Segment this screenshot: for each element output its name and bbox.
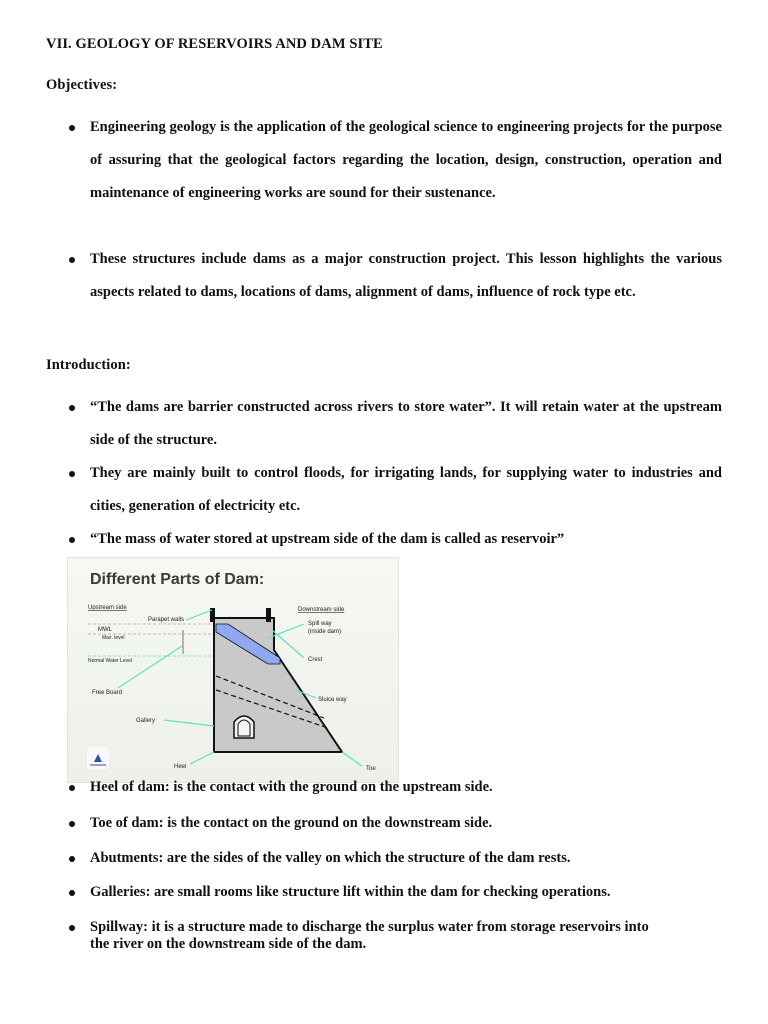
label-mwl: MWL	[98, 627, 112, 633]
dam-diagram	[68, 558, 399, 783]
label-sluice: Sluice way	[318, 697, 347, 703]
parapet-right	[266, 608, 271, 622]
bullet-icon	[69, 471, 75, 477]
bullet-icon	[69, 925, 75, 931]
label-downstream: Downstream side	[298, 607, 345, 613]
bullet-icon	[69, 785, 75, 791]
bullet-icon	[69, 890, 75, 896]
label-max-level: Max. level	[102, 635, 125, 641]
list-item-text: They are mainly built to control floods, for irrigating lands, for supplying water to industries and cities, generation of electricity etc.	[90, 465, 722, 514]
list-item-text: Toe of dam: is the contact on the ground on the downstream side.	[90, 815, 493, 831]
list-item-text: “The dams are barrier constructed across rivers to store water”. It will retain water at the upstream side of the structure.	[90, 399, 722, 448]
leader-freeboard	[118, 646, 182, 688]
label-upstream: Upstream side	[88, 605, 127, 611]
list-item-text: Engineering geology is the application of the geological science to engineering projects for the purpose of assuring that the geological factors regarding the location, design, construction, operation and maintenance of engineering works are sound for their sustenance.	[90, 119, 722, 201]
figure-title: Different Parts of Dam:	[90, 571, 265, 588]
label-gallery: Gallery	[136, 718, 156, 724]
introduction-heading: Introduction:	[46, 357, 131, 373]
list-item-text: Heel of dam: is the contact with the ground on the upstream side.	[90, 779, 493, 795]
label-spillway-2: (inside dam)	[308, 629, 342, 635]
page-title: VII. GEOLOGY OF RESERVOIRS AND DAM SITE	[46, 36, 383, 52]
leader-toe	[342, 752, 362, 766]
list-item-text: Spillway: it is a structure made to discharge the surplus water from storage reservoirs into the river on the downstream side of the dam.	[90, 919, 649, 952]
bullet-icon	[69, 405, 75, 411]
list-item-text: Abutments: are the sides of the valley on which the structure of the dam rests.	[90, 850, 571, 866]
label-parapet: Parapet walls	[148, 617, 185, 623]
label-crest: Crest	[308, 657, 323, 663]
label-spillway-1: Spill way	[308, 621, 332, 627]
dam-parts-figure	[67, 557, 399, 783]
watermark-logo-icon	[86, 746, 110, 770]
label-normal-level: Normal Water Level	[88, 658, 132, 664]
leader-parapet	[186, 610, 212, 620]
label-free-board: Free Board	[92, 690, 123, 696]
gallery-shape	[234, 716, 254, 738]
list-item-text: These structures include dams as a major construction project. This lesson highlights the various aspects related to dams, locations of dams, alignment of dams, influence of rock type etc.	[90, 251, 722, 300]
bullet-icon	[69, 257, 75, 263]
bullet-icon	[69, 537, 75, 543]
leader-heel	[190, 752, 214, 764]
list-item-text: Galleries: are small rooms like structure lift within the dam for checking operations.	[90, 884, 611, 900]
bullet-icon	[69, 125, 75, 131]
leader-gallery	[164, 720, 214, 726]
bullet-icon	[69, 856, 75, 862]
objectives-heading: Objectives:	[46, 77, 118, 93]
bullet-icon	[69, 821, 75, 827]
list-item-text: “The mass of water stored at upstream side of the dam is called as reservoir”	[90, 531, 565, 547]
label-heel: Heel	[174, 764, 187, 770]
label-toe: Toe	[366, 766, 376, 772]
